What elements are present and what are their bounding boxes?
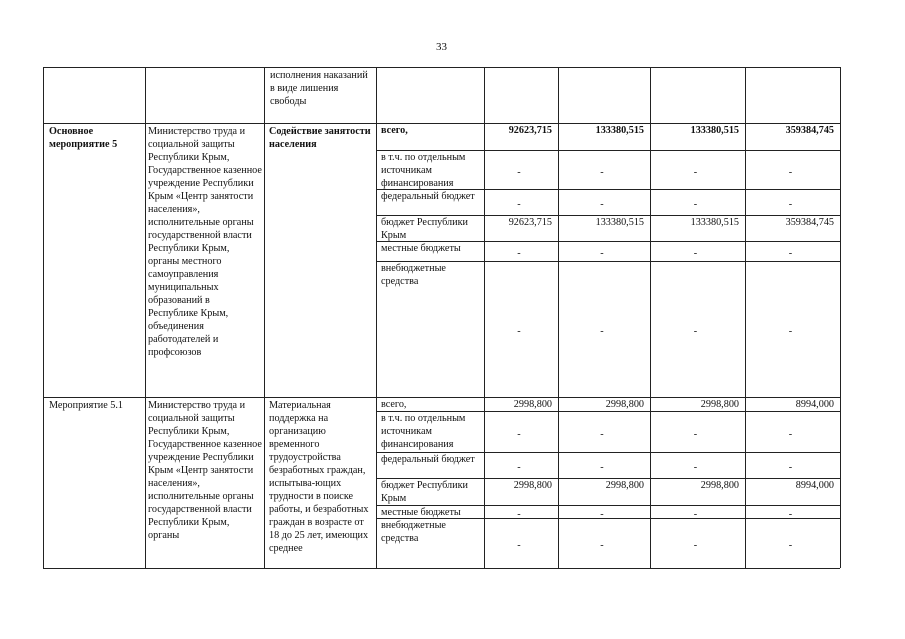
vertical-rule-3	[376, 67, 377, 568]
funding-value: -	[517, 540, 521, 551]
funding-source-label: местные бюджеты	[381, 507, 461, 518]
funding-source-label: в т.ч. по отдельным источникам финансирования	[381, 152, 466, 189]
funding-value: -	[517, 462, 521, 473]
funding-value: -	[517, 199, 521, 210]
funding-value: -	[788, 199, 793, 210]
funding-value: 92623,715	[508, 217, 552, 228]
funding-value: -	[693, 326, 698, 337]
funding-value: -	[693, 462, 698, 473]
vertical-rule-5	[558, 67, 559, 568]
funding-value: -	[600, 462, 604, 473]
funding-source-label: бюджет Республики Крым	[381, 217, 468, 241]
vertical-rule-6	[650, 67, 651, 568]
page-number: 33	[436, 41, 447, 53]
funding-source-label: местные бюджеты	[381, 243, 461, 254]
block-name: Основное мероприятие 5	[49, 126, 118, 150]
funding-value: 2998,800	[605, 480, 644, 491]
funding-value: 2998,800	[513, 399, 552, 410]
funding-value: -	[600, 326, 604, 337]
funding-value: 133380,515	[690, 125, 739, 136]
block-description: Материальная поддержка на организацию временного трудоустройства безработных граждан, испытыва-ющих трудности в поиске работы, и безработных граждан в возрасте от 18 до 25 лет, имеющих среднее	[269, 400, 369, 554]
funding-source-label: внебюджетные средства	[381, 520, 446, 544]
funding-value: -	[788, 326, 793, 337]
funding-value: -	[600, 167, 604, 178]
block-description: Содействие занятости населения	[269, 126, 371, 150]
funding-value: -	[788, 248, 793, 259]
funding-value: -	[693, 199, 698, 210]
funding-value: 359384,745	[785, 217, 834, 228]
block-name: Мероприятие 5.1	[49, 400, 124, 411]
funding-value: -	[517, 326, 521, 337]
funding-value: -	[693, 429, 698, 440]
funding-value: -	[600, 429, 604, 440]
funding-value: -	[600, 509, 604, 520]
funding-value: -	[788, 509, 793, 520]
funding-value: 2998,800	[513, 480, 552, 491]
funding-value: 2998,800	[700, 399, 739, 410]
funding-value: -	[517, 248, 521, 259]
funding-value: -	[788, 167, 793, 178]
top-row-description: исполнения наказаний в виде лишения свободы	[270, 70, 368, 107]
funding-value: -	[693, 167, 698, 178]
funding-source-label: внебюджетные средства	[381, 263, 446, 287]
funding-source-label: бюджет Республики Крым	[381, 480, 468, 504]
funding-value: 2998,800	[605, 399, 644, 410]
funding-value: 92623,715	[508, 125, 552, 136]
vertical-rule-7	[745, 67, 746, 568]
funding-value: -	[517, 167, 521, 178]
funding-value: -	[693, 248, 698, 259]
funding-value: -	[517, 509, 521, 520]
vertical-rule-0	[43, 67, 44, 568]
rule-bottom	[43, 568, 840, 569]
funding-value: 133380,515	[595, 217, 644, 228]
vertical-rule-2	[264, 67, 265, 568]
funding-value: -	[517, 429, 521, 440]
funding-value: 8994,000	[795, 399, 834, 410]
vertical-rule-4	[484, 67, 485, 568]
rule-top	[43, 67, 840, 68]
funding-value: -	[600, 199, 604, 210]
funding-source-label: всего,	[381, 125, 408, 136]
funding-source-label: федеральный бюджет	[381, 191, 475, 202]
funding-value: 2998,800	[700, 480, 739, 491]
vertical-rule-1	[145, 67, 146, 568]
funding-value: -	[693, 540, 698, 551]
funding-source-label: федеральный бюджет	[381, 454, 475, 465]
funding-value: 133380,515	[595, 125, 644, 136]
block-executor: Министерство труда и социальной защиты Республики Крым, Государственное казенное учреждение Республики Крым «Центр занятости населения», исполнительные органы государственной власти Республики Крым, органы	[148, 400, 262, 541]
funding-value: -	[788, 462, 793, 473]
funding-value: -	[600, 248, 604, 259]
funding-value: -	[693, 509, 698, 520]
vertical-rule-8	[840, 67, 841, 568]
funding-source-label: всего,	[381, 399, 407, 410]
funding-value: -	[600, 540, 604, 551]
funding-source-label: в т.ч. по отдельным источникам финансирования	[381, 413, 466, 450]
funding-value: -	[788, 540, 793, 551]
funding-value: 8994,000	[795, 480, 834, 491]
funding-value: -	[788, 429, 793, 440]
funding-value: 133380,515	[690, 217, 739, 228]
block-executor: Министерство труда и социальной защиты Республики Крым, Государственное казенное учреждение Республики Крым «Центр занятости населения», исполнительные органы государственной власти Республики Крым, органы местного самоуправления муниципальных образований в Республике Крым, объединения работодателей и профсоюзов	[148, 126, 262, 358]
funding-value: 359384,745	[785, 125, 834, 136]
